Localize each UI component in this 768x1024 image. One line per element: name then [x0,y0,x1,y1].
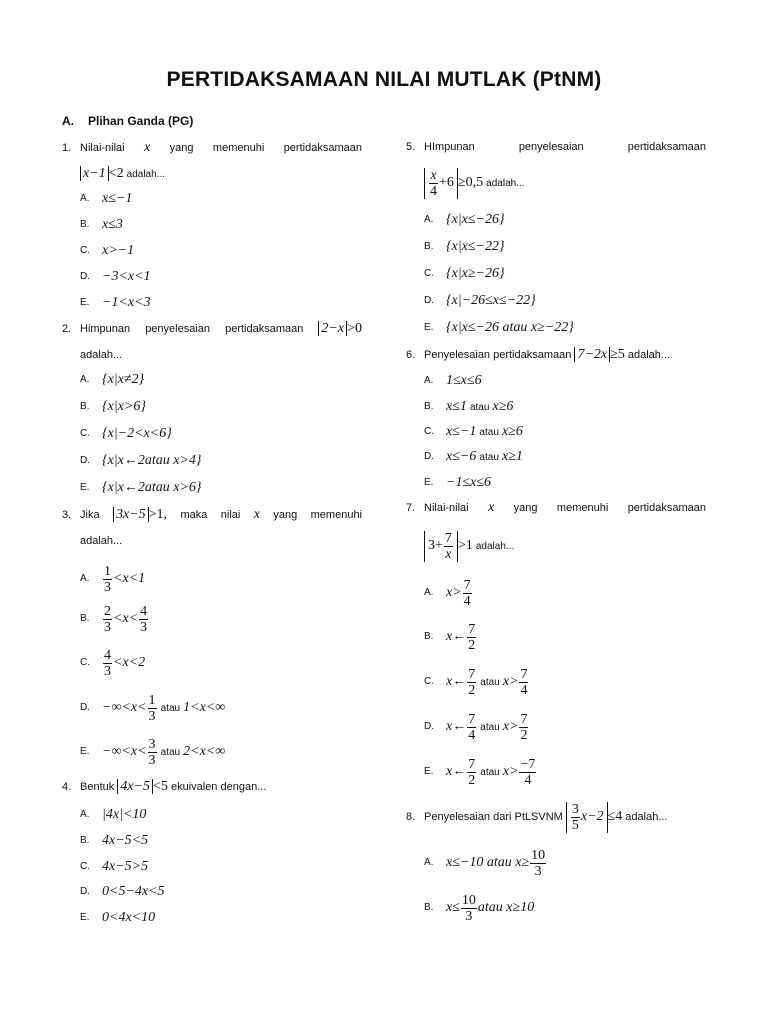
option-label: C. [80,428,90,439]
question-tail: adalah... [627,349,671,361]
option-label: E. [424,766,434,777]
option-value: −∞<x< [102,700,147,715]
option-value: {x|x←2atau x>6} [102,480,202,495]
option-label: E. [424,477,434,488]
option-value: x← [446,674,467,689]
option-value: x≥6 [501,424,523,439]
option-value: 0<4x<10 [102,910,156,925]
section-letter: A. [62,114,74,128]
word: x [144,140,151,155]
fraction [148,737,157,768]
option-value: 1≤x≤6 [446,373,482,388]
word: memenuhi [212,142,265,154]
option-label: A. [424,375,434,386]
option-value: x≤1 [446,399,467,414]
option-label: C. [424,676,434,687]
denominator: 4 [430,183,437,199]
option-value: x≤−1 [102,191,133,206]
expression: ≥5 [610,347,625,362]
abs-expression: 2−x [318,321,347,336]
option-label: D. [80,702,90,713]
option-value: −1<x<3 [102,295,151,310]
word: Nilai-nilai [80,142,125,154]
option-connector: atau [480,722,500,733]
option-value: x≤−6 [446,449,477,464]
question-3 [62,504,362,552]
expression: >1, [148,507,168,522]
word: yang [273,509,298,521]
question-2 [62,318,362,366]
option-label: B. [424,631,434,642]
option-connector: atau [160,703,181,714]
numerator: 10 [531,847,546,863]
option-value: 4x−5<5 [102,833,149,848]
denominator: 2 [468,682,476,698]
option-value: {x|−2<x<6} [102,426,172,441]
option-value: 2<x<∞ [183,744,226,759]
denominator: 4 [520,682,528,698]
option-value: −∞<x< [102,744,147,759]
option-value: <x< [113,611,139,626]
word: Jika [80,509,100,521]
option-value: {x|x≤−26 atau x≥−22} [446,320,574,335]
option-value: x≤−10 atau x≥ [446,855,530,870]
question-number: 8. [406,811,416,823]
question-number: 1. [62,142,72,154]
expression: ≥0,5 [457,175,484,190]
question-1 [62,137,362,185]
fraction [103,564,112,595]
option-label: A. [424,587,434,598]
option-label: D. [80,271,90,282]
option-value: x← [446,764,467,779]
question-number: 5. [406,141,416,153]
page-title: PERTIDAKSAMAAN NILAI MUTLAK (PtNM) [166,68,602,91]
question-number: 4. [62,781,72,793]
denominator: 3 [104,579,111,595]
question-tail: adalah... [80,349,123,361]
option-value: x> [502,719,519,734]
option-label: E. [80,746,90,757]
option-value: x> [446,585,462,600]
section-label: Plihan Ganda (PG) [88,114,194,128]
section-heading [62,114,193,128]
abs-expression: 3x−5 [113,507,149,522]
numerator: 1 [104,563,111,579]
question-tail: adalah... [625,811,668,823]
option-value: −1≤x≤6 [446,475,492,490]
fraction [467,757,476,788]
option-value: x>−1 [102,243,135,258]
option-value: x≥1 [501,449,523,464]
fraction [519,712,528,743]
numerator: 7 [468,666,476,682]
denominator: 4 [524,772,532,788]
option-connector: atau [479,427,499,438]
option-label: A. [80,374,90,385]
word: maka [180,509,208,521]
word: penyelesaian [518,141,584,153]
numerator: 7 [468,621,476,637]
fraction [571,802,580,833]
option-label: D. [80,455,90,466]
word: pertidaksamaan [283,142,362,154]
option-connector: atau [480,767,500,778]
question-number: 7. [406,502,416,514]
option-label: A. [80,573,90,584]
fraction [148,693,157,724]
expression: 3+ [428,538,443,553]
fraction [530,848,546,879]
option-value: {x|x≠2} [102,372,145,387]
option-label: C. [80,245,90,256]
question-tail: adalah... [475,540,515,552]
question-expression [80,163,165,186]
option-label: C. [424,426,434,437]
option-value: x≤3 [102,217,123,232]
denominator: 2 [520,727,528,743]
option-value: x≤ [446,900,460,915]
numerator: 7 [520,711,528,727]
option-label: D. [424,721,434,732]
numerator: x [430,167,437,183]
expression: x−2 [580,809,604,824]
option-value: x← [446,629,467,644]
denominator: 4 [468,727,476,743]
question-7-expression [424,525,514,567]
word: nilai [220,509,241,521]
option-label: C. [424,268,434,279]
option-value: x> [502,764,519,779]
option-value: x> [502,674,519,689]
numerator: 7 [468,711,476,727]
question-5 [406,136,706,158]
question-tail: adalah... [80,535,123,547]
option-label: E. [80,297,90,308]
option-label: D. [424,451,434,462]
denominator: 4 [463,593,471,609]
question-lead: Bentuk [80,781,115,793]
question-number: 3. [62,509,72,521]
option-label: B. [80,613,90,624]
word: pertidaksamaan [627,141,706,153]
fraction [461,893,477,924]
option-label: B. [424,241,434,252]
numerator: 7 [468,756,476,772]
denominator: 3 [148,752,156,768]
numerator: 7 [463,577,471,593]
option-value: {x|−26≤x≤−22} [446,293,536,308]
option-value: {x|x≤−22} [446,239,505,254]
option-connector: atau [160,747,181,758]
word: yang [513,502,538,514]
option-connector: atau [469,402,490,413]
numerator: 4 [140,603,148,619]
option-label: E. [424,322,434,333]
option-label: D. [424,295,434,306]
denominator: 3 [148,708,156,724]
denominator: 3 [104,663,111,679]
numerator: 7 [520,666,528,682]
expression: <2 [108,166,124,181]
option-label: B. [80,835,90,846]
fraction [463,578,472,609]
expression: <5 [152,779,168,794]
option-value: x≤−1 [446,424,477,439]
option-value: x← [446,719,467,734]
option-label: D. [80,886,90,897]
word: x [488,500,495,515]
option-value: <x<2 [113,655,146,670]
option-value: atau x≥10 [477,900,535,915]
denominator: 3 [104,619,111,635]
expression: ≤4 [607,809,623,824]
expression: +6 [439,175,454,190]
denominator: 3 [465,908,473,924]
word: Nilai-nilai [424,502,469,514]
denominator: 3 [140,619,148,635]
fraction [103,604,112,635]
denominator: 2 [468,772,476,788]
question-tail: adalah... [486,177,525,189]
numerator: 4 [104,647,111,663]
option-value: <x<1 [113,571,146,586]
option-value: {x|x≤−26} [446,212,505,227]
question-tail: ekuivalen dengan... [170,781,267,793]
denominator: 3 [534,863,542,879]
question-number: 2. [62,323,72,335]
word: penyelesaian [145,323,211,335]
option-value: 4x−5>5 [102,859,149,874]
option-label: A. [424,857,434,868]
option-label: A. [424,214,434,225]
option-label: C. [80,861,90,872]
denominator: 2 [468,637,476,653]
question-6 [406,344,706,366]
word: pertidaksamaan [627,502,706,514]
fraction [467,622,476,653]
question-lead: Penyelesaian pertidaksamaan [424,349,572,361]
option-connector: atau [480,677,500,688]
option-value: |4x|<10 [102,807,147,822]
expression: >1 [457,538,473,553]
question-number: 6. [406,349,416,361]
numerator: 3 [571,801,579,817]
fraction [467,667,476,698]
numerator: 2 [104,603,111,619]
numerator: 7 [444,530,452,546]
numerator: 10 [461,892,476,908]
question-4 [62,776,362,798]
abs-expression: 7−2x [574,347,610,362]
question-8 [406,796,667,838]
abs-expression: x−1 [80,166,109,181]
word: memenuhi [556,502,609,514]
option-label: A. [80,809,90,820]
fraction [444,531,453,562]
word: memenuhi [310,509,362,521]
option-label: E. [80,912,90,923]
word: pertidaksamaan [225,323,304,335]
question-lead: Penyelesaian dari PtLSVNM [424,811,563,823]
fraction [103,648,112,679]
option-label: E. [80,482,90,493]
question-5-expression [424,162,525,204]
option-label: C. [80,657,90,668]
word: HImpunan [424,141,475,153]
denominator: 5 [571,817,579,833]
fraction [139,604,148,635]
option-value: 0<5−4x<5 [102,884,165,899]
question-7 [406,497,706,519]
option-label: A. [80,193,90,204]
numerator: −7 [520,756,536,772]
option-connector: atau [479,452,499,463]
word: yang [169,142,194,154]
numerator: 1 [148,692,156,708]
fraction [519,667,528,698]
fraction [467,712,476,743]
option-value: {x|x>6} [102,399,146,414]
word: Himpunan [80,323,131,335]
option-label: B. [80,401,90,412]
option-value: {x|x≥−26} [446,266,505,281]
word: x [253,507,260,522]
abs-expression: 4x−5 [117,779,153,794]
option-label: B. [424,401,434,412]
option-value: −3<x<1 [102,269,151,284]
option-value: 1<x<∞ [183,700,226,715]
option-value: {x|x←2atau x>4} [102,453,202,468]
option-label: B. [80,219,90,230]
option-label: B. [424,902,434,913]
question-tail: adalah... [126,169,166,180]
fraction [519,757,536,788]
denominator: x [445,546,452,562]
fraction [429,168,438,199]
numerator: 3 [148,736,156,752]
expression: >0 [347,321,362,336]
option-value: x≥6 [492,399,514,414]
